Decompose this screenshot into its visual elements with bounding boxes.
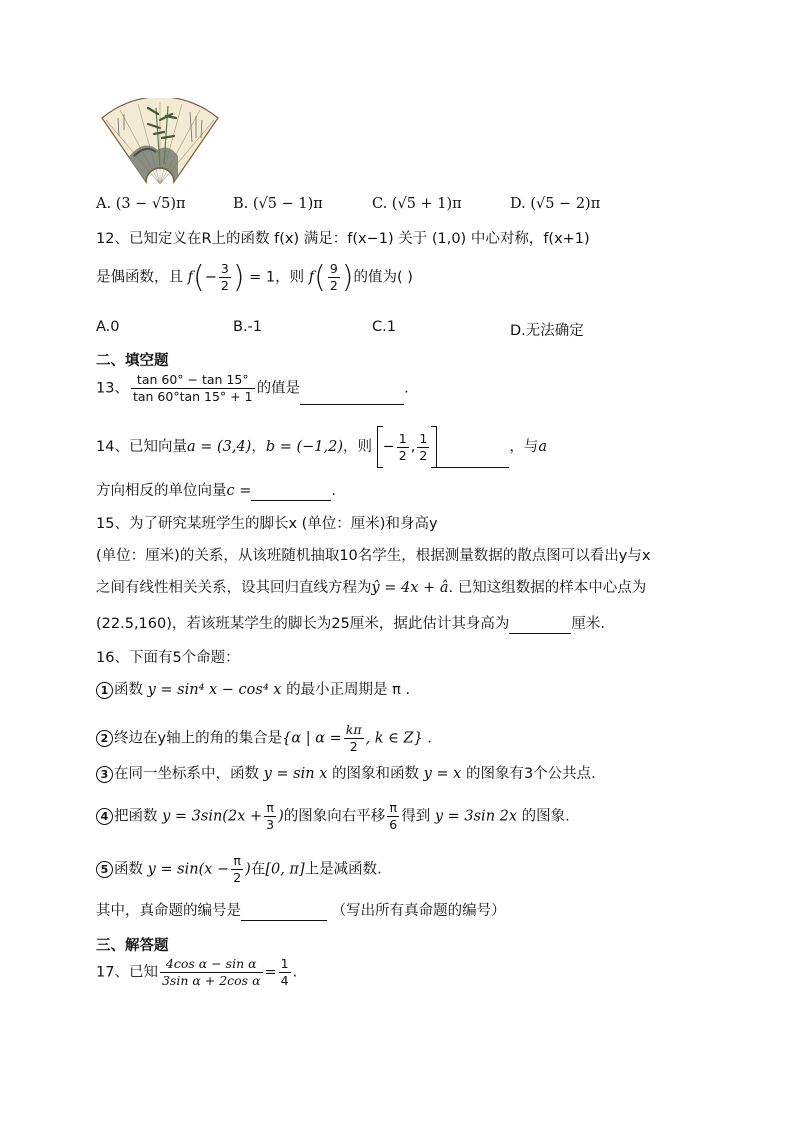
q11-option-c: C. (√5 + 1)π xyxy=(372,196,462,212)
q14-blank-2[interactable] xyxy=(251,484,331,501)
q14-blank-1[interactable] xyxy=(437,451,509,468)
q15-line4: (22.5,160)，若该班某学生的脚长为25厘米，据此估计其身高为 厘米. xyxy=(96,616,605,632)
q15-line3: 之间有线性相关关系，设其回归直线方程为ŷ = 4x + â. 已知这组数据的样本中心点为 xyxy=(96,580,647,596)
q15-line1: 15、为了研究某班学生的脚长x (单位：厘米)和身高y xyxy=(96,516,438,532)
q14-line1: 14、已知向量a = (3,4)，b = (−1,2)，则 − $\frac{1}{2}$ , $\frac{1}{2}$ ，与a xyxy=(96,426,547,468)
q11-option-a: A. (3 − √5)π xyxy=(96,196,186,212)
q15-answer-blank[interactable] xyxy=(509,617,571,634)
q12-option-c: C.1 xyxy=(372,319,396,335)
q17: 17、已知 $\frac{\text{4cos α − sin α}}{\text{3sin α + 2cos α}}$ = $\frac{1}{4}$ . xyxy=(96,956,298,988)
q17-fraction: $\frac{\text{4cos α − sin α}}{\text{3sin α + 2cos α}}$ xyxy=(161,956,261,988)
q12-option-d: D.无法确定 xyxy=(510,323,584,339)
q16-item-1: 1 函数 y = sin⁴ x − cos⁴ x 的最小正周期是 π . xyxy=(96,680,410,700)
q14-line2: 方向相反的单位向量c = . xyxy=(96,483,336,499)
section-problems-heading: 三、解答题 xyxy=(96,938,169,954)
q12-fraction-1: $\frac{3}{2}$ xyxy=(220,261,229,293)
q12-line1: 12、已知定义在R上的函数 f(x) 满足：f(x−1) 关于 (1,0) 中心对称，f(x+1) xyxy=(96,231,590,247)
folding-fan-image xyxy=(98,98,222,186)
q12-line2: 是偶函数，且 f(− $\frac{3}{2}$ ) = 1，则 f( $\frac{9}{2}$ )的值为( ) xyxy=(96,259,413,295)
q11-option-d: D. (√5 − 2)π xyxy=(510,196,601,212)
q15-line2: (单位：厘米)的关系，从该班随机抽取10名学生，根据测量数据的散点图可以看出y与x xyxy=(96,548,651,564)
q12-fraction-2: $\frac{9}{2}$ xyxy=(329,261,338,293)
q16-intro: 16、下面有5个命题： xyxy=(96,650,240,666)
q16-answer: 其中，真命题的编号是 （写出所有真命题的编号） xyxy=(96,903,506,919)
q11-option-b: B. (√5 − 1)π xyxy=(233,196,323,212)
q13-fraction: $\frac{\tan 60^\circ - \tan 15^\circ}{\tan 60^\circ\tan 15^\circ + 1}$ xyxy=(132,372,253,404)
q16-item-3: 3 在同一坐标系中，函数 y = sin x 的图象和函数 y = x 的图象有3个公共点. xyxy=(96,764,596,784)
q12-option-a: A.0 xyxy=(96,319,120,335)
q16-item-2: 2 终边在y轴上的角的集合是{α | α = $\frac{k\pi}{2}$ , k ∈ Z} . xyxy=(96,722,432,755)
q16-item-5: 5 函数 y = sin(x − $\frac{\pi}{2}$ )在[0, π]上是减函数. xyxy=(96,853,382,886)
q12-option-b: B.-1 xyxy=(233,319,263,335)
q13-answer-blank[interactable] xyxy=(300,388,404,405)
q13: 13、 $\frac{\tan 60^\circ - \tan 15^\circ}{\tan 60^\circ\tan 15^\circ + 1}$ 的值是 . xyxy=(96,372,409,404)
q16-answer-blank[interactable] xyxy=(241,904,327,921)
section-fill-in-blank-heading: 二、填空题 xyxy=(96,353,169,369)
q16-item-4: 4 把函数 y = 3sin(2x + $\frac{\pi}{3}$ )的图象向右平移 $\frac{\pi}{6}$ 得到 y = 3sin 2x 的图象. xyxy=(96,800,570,833)
